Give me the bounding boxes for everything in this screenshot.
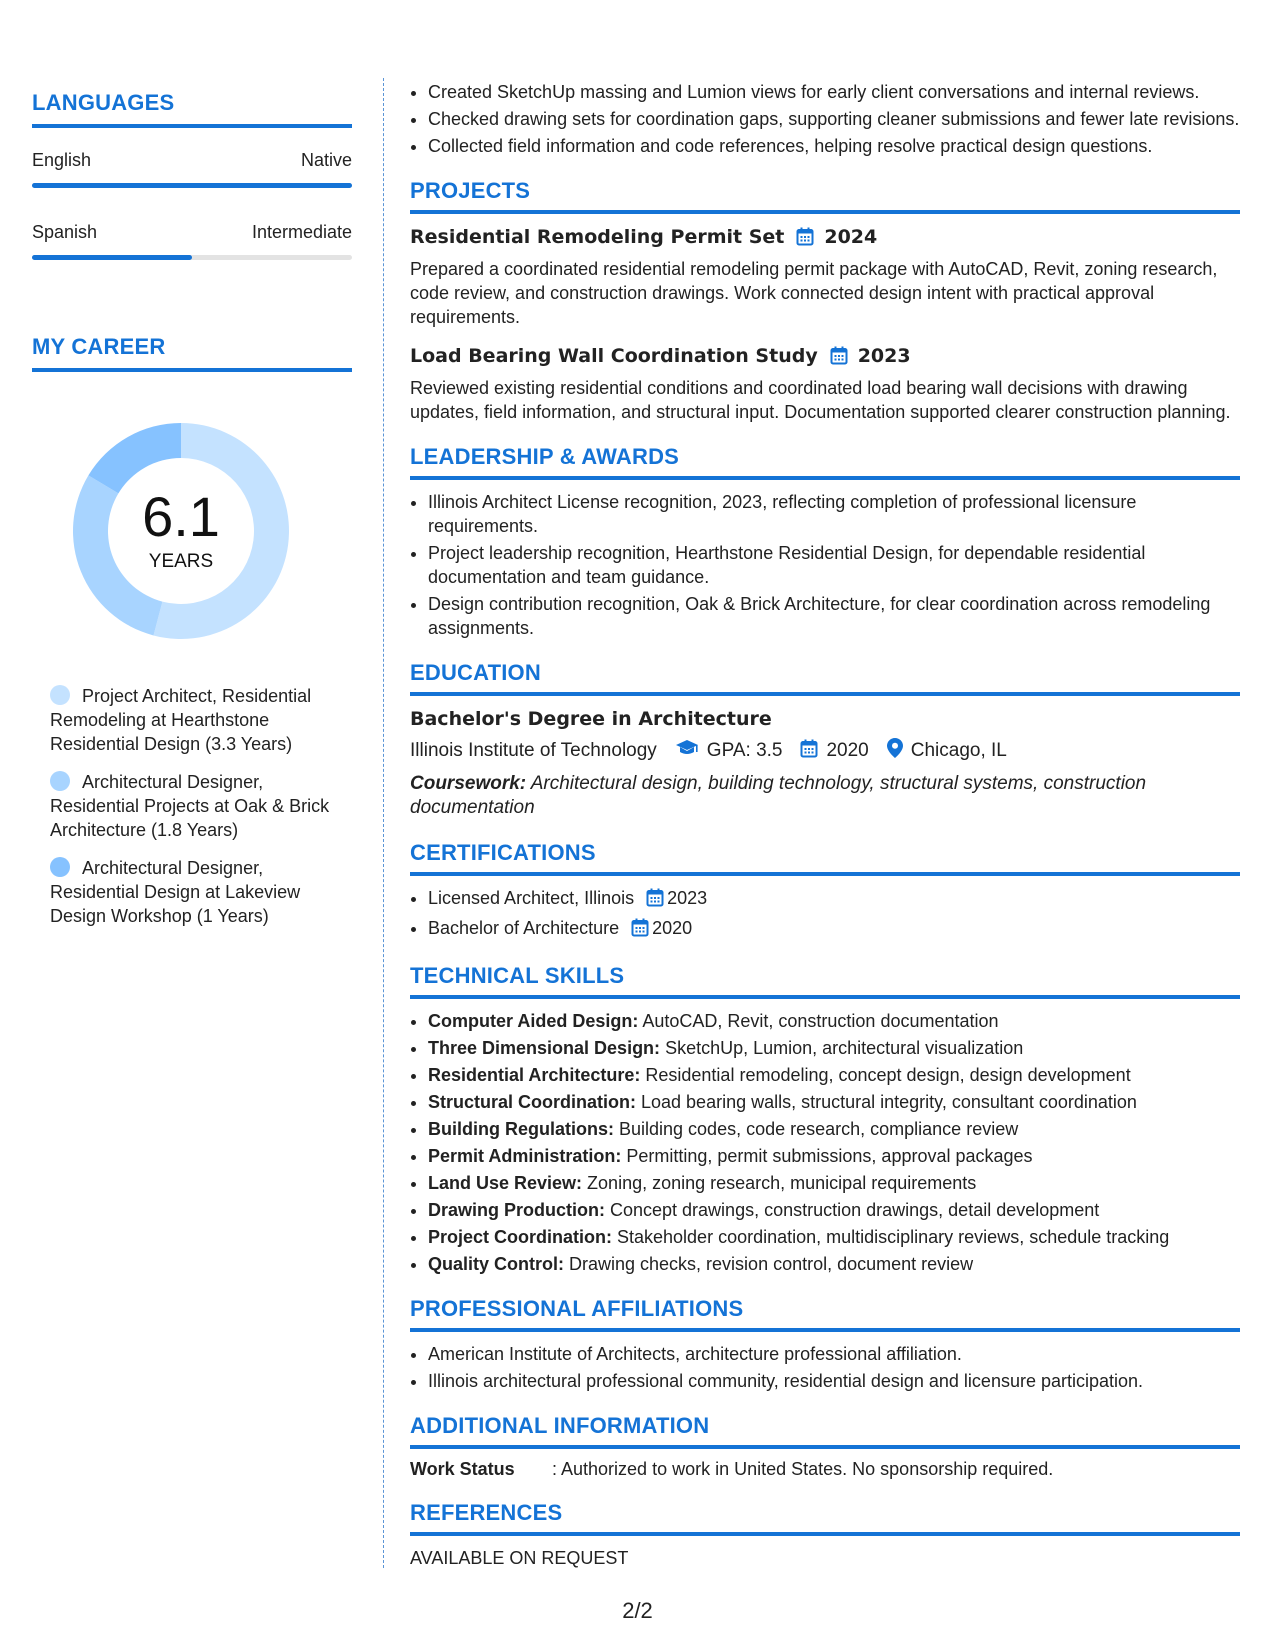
skill-item	[428, 1252, 1240, 1276]
skill-text: Concept drawings, construction drawings, detail development	[605, 1200, 1100, 1220]
affiliations-list	[410, 1342, 1240, 1393]
education-year: 2020	[826, 740, 869, 761]
skill-label: Land Use Review:	[428, 1173, 583, 1193]
leadership-title: LEADERSHIP & AWARDS	[410, 444, 1240, 480]
project-description: Reviewed existing residential conditions and coordinated load bearing wall decisions with drawing updates, field information, and structural input. Documentation supported clearer construction planning.	[410, 378, 1231, 422]
education-location: Chicago, IL	[910, 740, 1007, 761]
career-role-dot	[50, 857, 70, 877]
career-role-list	[50, 684, 352, 928]
skill-text: Load bearing walls, structural integrity, consultant coordination	[636, 1092, 1137, 1112]
certification-item	[428, 916, 1240, 943]
coursework-label: Coursework:	[410, 773, 527, 794]
skill-item	[428, 1090, 1240, 1114]
certifications-list	[410, 886, 1240, 943]
affiliation-item: • American Institute of Architects, architecture professional affiliation.	[428, 1342, 1240, 1366]
work-status-label: Work Status	[410, 1459, 515, 1479]
skill-text: AutoCAD, Revit, construction documentation	[638, 1011, 999, 1031]
skill-text: Building codes, code research, compliance review	[614, 1119, 1019, 1139]
map-pin-icon	[887, 738, 903, 764]
skill-label: Quality Control:	[428, 1254, 564, 1274]
calendar-icon	[646, 888, 664, 913]
affiliation-item: • Illinois architectural professional community, residential design and licensure participation.	[428, 1369, 1240, 1393]
language-name: Spanish	[32, 222, 98, 242]
language-item	[32, 222, 352, 260]
experience-bullets	[410, 80, 1240, 158]
skill-label: Project Coordination:	[428, 1227, 612, 1247]
career-role-dot	[50, 685, 70, 705]
project-heading	[410, 345, 1240, 370]
skill-item	[428, 1117, 1240, 1141]
projects-list	[410, 226, 1240, 424]
skill-label: Permit Administration:	[428, 1146, 622, 1166]
education-degree: Bachelor's Degree in Architecture	[410, 708, 772, 730]
skills-list	[410, 1009, 1240, 1276]
skills-title: TECHNICAL SKILLS	[410, 963, 1240, 999]
skill-item	[428, 1009, 1240, 1033]
calendar-icon	[830, 346, 848, 370]
education-title: EDUCATION	[410, 660, 1240, 696]
skill-text: Stakeholder coordination, multidisciplinary reviews, schedule tracking	[612, 1227, 1170, 1247]
skill-label: Building Regulations:	[428, 1119, 614, 1139]
leadership-item: • Project leadership recognition, Hearthstone Residential Design, for dependable residential documentation and team guidance.	[428, 541, 1240, 589]
certifications-section	[410, 840, 1240, 943]
languages-section	[32, 90, 352, 260]
experience-bullet: • Checked drawing sets for coordination gaps, supporting cleaner submissions and fewer late revisions.	[428, 107, 1240, 131]
skill-item	[428, 1171, 1240, 1195]
projects-title: PROJECTS	[410, 178, 1240, 214]
skill-text: Zoning, zoning research, municipal requirements	[582, 1173, 977, 1193]
certification-name: Licensed Architect, Illinois	[428, 888, 635, 908]
certification-item	[428, 886, 1240, 913]
leadership-list	[410, 490, 1240, 640]
references-text: AVAILABLE ON REQUEST	[410, 1548, 629, 1568]
language-proficiency-bar	[32, 183, 352, 188]
skill-label: Drawing Production:	[428, 1200, 605, 1220]
language-proficiency-fill	[32, 183, 352, 188]
skill-item	[428, 1063, 1240, 1087]
language-level: Intermediate	[251, 222, 352, 242]
education-gpa: GPA: 3.5	[706, 740, 783, 761]
references-section	[410, 1500, 1240, 1569]
education-details	[410, 738, 1240, 764]
skill-item	[428, 1036, 1240, 1060]
career-role-text: Architectural Designer, Residential Projects at Oak & Brick Architecture (1.8 Years)	[50, 772, 330, 840]
calendar-icon	[796, 227, 814, 251]
language-row	[32, 150, 352, 171]
donut-center	[66, 416, 296, 646]
work-status-row	[410, 1459, 1240, 1480]
career-role-item	[50, 770, 352, 842]
language-level: Native	[300, 150, 352, 170]
skill-text: Drawing checks, revision control, document review	[564, 1254, 974, 1274]
leadership-item: • Illinois Architect License recognition, 2023, reflecting completion of professional licensure requirements.	[428, 490, 1240, 538]
career-role-item	[50, 856, 352, 928]
career-section	[32, 334, 352, 928]
project-heading	[410, 226, 1240, 251]
language-proficiency-bar	[32, 255, 352, 260]
leadership-item: • Design contribution recognition, Oak & Brick Architecture, for clear coordination across remodeling assignments.	[428, 592, 1240, 640]
language-proficiency-fill	[32, 255, 192, 260]
graduation-cap-icon	[675, 739, 699, 763]
career-title: MY CAREER	[32, 334, 352, 372]
education-section	[410, 660, 1240, 820]
work-status-value: : Authorized to work in United States. No sponsorship required.	[552, 1459, 1054, 1479]
career-role-text: Project Architect, Residential Remodeling at Hearthstone Residential Design (3.3 Years)	[50, 686, 312, 754]
certification-year: 2020	[652, 918, 693, 938]
skills-section	[410, 963, 1240, 1276]
skill-item	[428, 1225, 1240, 1249]
page-number: 2/2	[622, 1598, 653, 1623]
language-name: English	[32, 150, 92, 170]
skill-label: Structural Coordination:	[428, 1092, 636, 1112]
right-column	[410, 80, 1240, 1569]
career-total-unit: YEARS	[148, 551, 214, 572]
languages-title: LANGUAGES	[32, 90, 352, 128]
calendar-icon	[800, 739, 818, 764]
skill-text: Residential remodeling, concept design, design development	[640, 1065, 1131, 1085]
language-list	[32, 150, 352, 260]
calendar-icon	[631, 918, 649, 943]
skill-label: Computer Aided Design:	[428, 1011, 639, 1031]
career-role-item	[50, 684, 352, 756]
references-title: REFERENCES	[410, 1500, 1240, 1536]
experience-bullet: • Collected field information and code references, helping resolve practical design questions.	[428, 134, 1240, 158]
skill-item	[428, 1144, 1240, 1168]
project-year: 2023	[857, 345, 911, 367]
skill-label: Residential Architecture:	[428, 1065, 641, 1085]
career-role-dot	[50, 771, 70, 791]
project-name: Residential Remodeling Permit Set	[410, 226, 785, 248]
certification-year: 2023	[667, 888, 708, 908]
skill-label: Three Dimensional Design:	[428, 1038, 661, 1058]
certification-name: Bachelor of Architecture	[428, 918, 620, 938]
leadership-section	[410, 444, 1240, 640]
skill-text: SketchUp, Lumion, architectural visualization	[660, 1038, 1024, 1058]
additional-title: ADDITIONAL INFORMATION	[410, 1413, 1240, 1449]
certifications-title: CERTIFICATIONS	[410, 840, 1240, 876]
additional-section	[410, 1413, 1240, 1480]
career-total-years: 6.1	[142, 485, 220, 548]
affiliations-section	[410, 1296, 1240, 1393]
column-divider	[383, 78, 384, 1568]
projects-section	[410, 178, 1240, 424]
coursework-text: Architectural design, building technology, structural systems, construction documentation	[410, 773, 1147, 818]
skill-item	[428, 1198, 1240, 1222]
career-role-text: Architectural Designer, Residential Design at Lakeview Design Workshop (1 Years)	[50, 858, 301, 926]
career-donut-chart	[66, 416, 296, 646]
project-name: Load Bearing Wall Coordination Study	[410, 345, 818, 367]
education-coursework	[410, 772, 1240, 820]
language-row	[32, 222, 352, 243]
experience-bullet: • Created SketchUp massing and Lumion views for early client conversations and internal reviews.	[428, 80, 1240, 104]
language-item	[32, 150, 352, 188]
project-year: 2024	[824, 226, 878, 248]
affiliations-title: PROFESSIONAL AFFILIATIONS	[410, 1296, 1240, 1332]
project-description: Prepared a coordinated residential remodeling permit package with AutoCAD, Revit, zoning research, code review, and construction drawings. Work connected design intent with practical approval requirements.	[410, 259, 1218, 327]
education-school: Illinois Institute of Technology	[410, 740, 657, 761]
left-column	[32, 90, 352, 942]
skill-text: Permitting, permit submissions, approval packages	[621, 1146, 1033, 1166]
